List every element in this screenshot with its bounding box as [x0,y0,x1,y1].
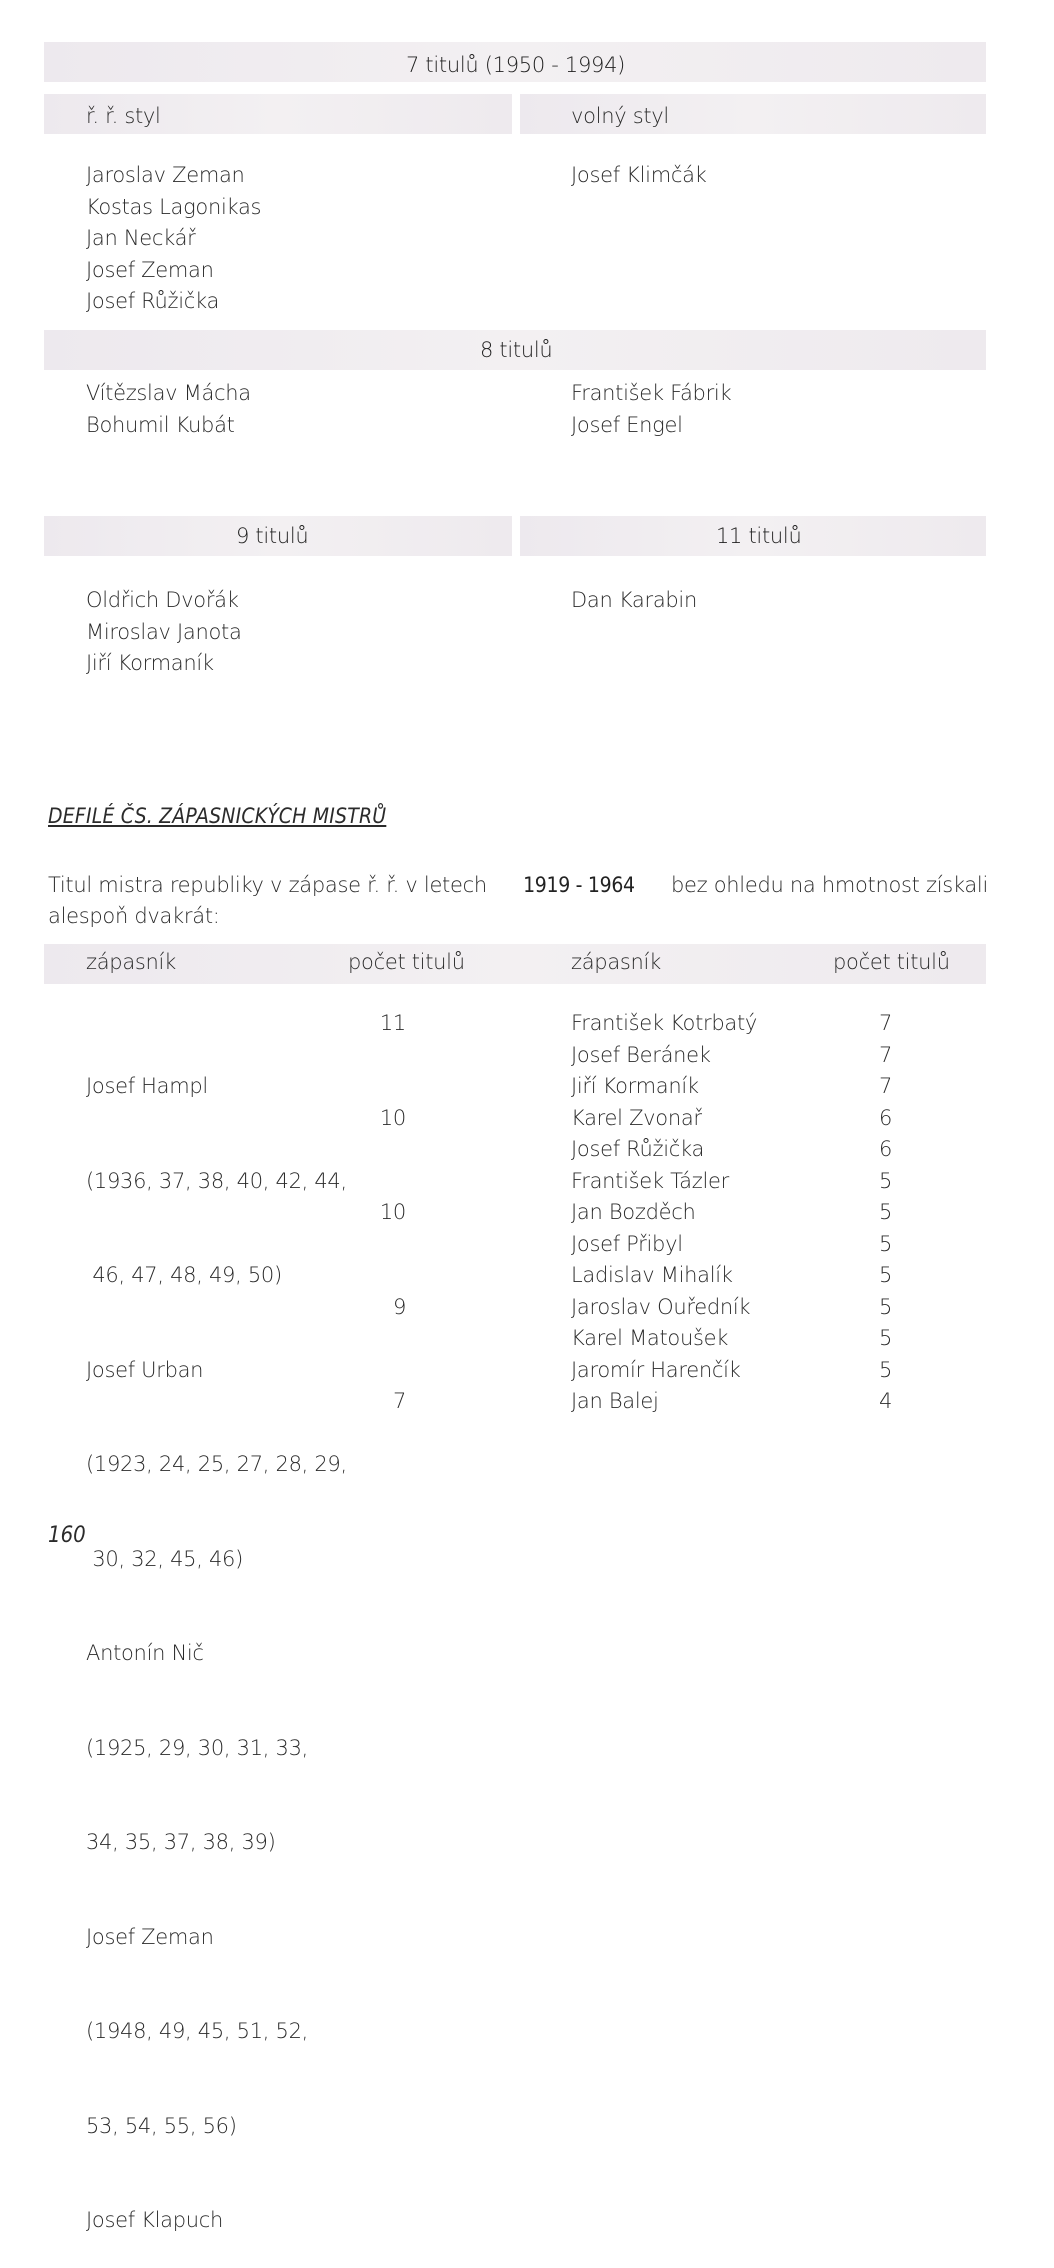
list-item: Josef Engel [571,412,683,437]
table-row: Karel Zvonař [571,1105,702,1130]
list-7-freestyle [571,160,707,192]
table-right-names [571,1008,757,1418]
heading-9-titles: 9 titulů [236,524,309,548]
title-count [370,1260,406,1292]
heading-8-titles: 8 titulů [480,338,553,362]
col-header-wrestler-right: zápasník [571,950,661,974]
list-8-freestyle [571,378,731,441]
intro-line-2: alespoň dvakrát: [48,904,220,928]
title-count [370,1166,406,1198]
page-number: 160 [48,1523,86,1548]
table-row: Josef Klapuch [86,2208,224,2232]
title-count [370,1229,406,1261]
col-label-greco-roman: ř. ř. styl [86,104,161,128]
table-row: Karel Matoušek [571,1326,729,1350]
list-item: František Fábrik [571,381,732,405]
table-row: Jiří Kormaník [571,1074,699,1098]
intro-text-before: Titul mistra republiky v zápase ř. ř. v letech [48,873,487,897]
table-row: 34, 35, 37, 38, 39) [86,1830,276,1854]
title-count: 7 [392,1389,406,1413]
title-count: 5 [878,1231,892,1256]
title-count [370,1134,406,1166]
title-count: 5 [878,1200,892,1224]
title-count: 7 [878,1011,892,1035]
table-row: 53, 54, 55, 56) [86,2113,237,2138]
list-9-greco-roman [86,585,242,680]
table-row: František Tázler [571,1168,729,1193]
intro-years: 1919 - 1964 [523,873,635,897]
table-row: Josef Růžička [571,1137,705,1161]
title-count: 5 [878,1168,892,1193]
title-count: 5 [878,1326,892,1350]
list-item: Josef Růžička [86,289,220,313]
table-row: Jan Balej [571,1389,659,1413]
heading-7-titles: 7 titulů (1950 - 1994) [406,53,626,77]
intro-paragraph [48,870,988,932]
table-row: Josef Beránek [571,1042,711,1067]
list-item: Jaroslav Zeman [86,163,245,187]
intro-text-after: bez ohledu na hmotnost získali [670,873,988,897]
table-row: 46, 47, 48, 49, 50) [86,1263,282,1287]
table-row: Jan Bozděch [571,1200,696,1224]
col-header-titles-left: počet titulů [348,950,465,974]
table-row: Josef Hampl [86,1074,208,1098]
list-item: Josef Klimčák [571,163,707,187]
table-row: 30, 32, 45, 46) [86,1546,244,1571]
heading-11-titles: 11 titulů [716,524,802,548]
title-count: 4 [878,1389,892,1413]
table-row: Antonín Nič [86,1641,204,1665]
title-count: 9 [392,1294,406,1319]
list-item: Miroslav Janota [86,619,242,644]
list-item: Oldřich Dvořák [86,588,239,612]
title-count: 10 [379,1200,406,1224]
title-count [370,1071,406,1103]
col-label-freestyle: volný styl [571,104,669,128]
list-11-freestyle [571,585,697,617]
list-item: Kostas Lagonikas [86,194,262,219]
table-row: František Kotrbatý [571,1011,758,1035]
title-count: 7 [878,1042,892,1067]
section-title: DEFILÉ ČS. ZÁPASNICKÝCH MISTRŮ [48,804,387,828]
title-count [370,1040,406,1072]
title-count: 5 [878,1294,892,1319]
table-row: Josef Urban [86,1357,204,1382]
list-item: Jan Neckář [86,226,196,250]
list-8-greco-roman [86,378,251,441]
list-item: Josef Zeman [86,257,214,282]
title-count [370,1323,406,1355]
col-header-titles-right: počet titulů [833,950,950,974]
title-count: 5 [878,1263,892,1287]
table-row: Jaroslav Ouředník [571,1294,751,1319]
table-left-counts [370,1008,406,1418]
list-item: Bohumil Kubát [86,412,235,437]
list-7-greco-roman [86,160,261,318]
table-row: (1925, 29, 30, 31, 33, [86,1735,309,1760]
list-item: Vítězslav Mácha [86,381,251,405]
list-item: Jiří Kormaník [86,651,214,675]
col-header-wrestler-left: zápasník [86,950,176,974]
title-count: 5 [878,1357,892,1382]
table-row: (1923, 24, 25, 27, 28, 29, [86,1452,347,1476]
table-row: Jaromír Harenčík [571,1357,741,1382]
title-count [370,1355,406,1387]
title-count: 7 [878,1074,892,1098]
table-row: (1936, 37, 38, 40, 42, 44, [86,1168,347,1193]
title-count: 11 [379,1011,406,1035]
table-left-names [86,1008,347,2268]
title-count: 6 [878,1105,892,1130]
title-count: 6 [878,1137,892,1161]
table-right-counts [862,1008,892,1418]
table-row: (1948, 49, 45, 51, 52, [86,2019,309,2043]
table-row: Josef Zeman [86,1924,214,1949]
table-row: Josef Přibyl [571,1231,683,1256]
table-row: Ladislav Mihalík [571,1263,733,1287]
title-count: 10 [379,1105,406,1130]
list-item: Dan Karabin [571,588,697,612]
